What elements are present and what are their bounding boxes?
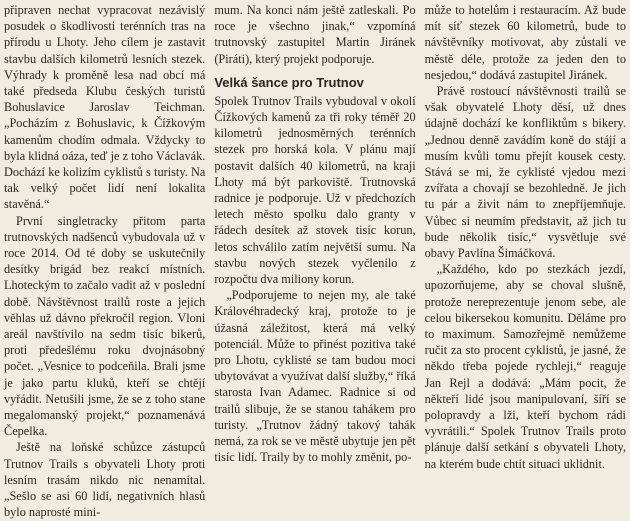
paragraph: Právě rostoucí návštěvnosti trailů se však obyvatelé Lhoty děsí, už dnes údajně dochází ke konfliktům s bikery. „Jednou denně zavádím koně do stájí a musím kvůli tomu přejít kousek cesty. Stává se mi, že cyklisté vjedou mezi zvířata a chovají se bezohledně. Je jich tu pár a živit nám to znepříjemňuje. Vůbec si neumím představit, až jich tu bude několik tisíc,“ vysvětluje své obavy Pavlína Šimáčková. <box>424 84 626 261</box>
paragraph: „Podporujeme to nejen my, ale také Královéhradecký kraj, protože to je úžasná záležitost, která má velký potenciál. Může to přinést pozitiva také pro Lhotu, cyklisté se tam budou moci ubytovávat a využívat další služby,“ říká starosta Ivan Adamec. Radnice si od trailů slibuje, že se stanou tahákem pro turisty. „Trutnov žádný takový tahák nemá, za rok se ve městě ubytuje jen pět tisíc lidí. Traily by to mohly změnit, po- <box>214 288 416 465</box>
paragraph: „Každého, kdo po stezkách jezdí, upozorňujeme, aby se choval slušně, protože nereprezentuje jenom sebe, ale celou bikersekou komunitu. Děláme pro to maximum. Samozřejmě nemůžeme ručit za sto procent cyklistů, je jasné, že někdo třeba pojede rychleji,“ reaguje Jan Rejl a dodává: „Mám pocit, že někteří lidé jsou manipulovaní, šíří se polopravdy a lži, kteří bychom rádi vyvrátili.“ Spolek Trutnov Trails proto plánuje další setkání s obyvateli Lhoty, na kterém bude chtít situaci uklidnit. <box>424 262 626 471</box>
article-column-3 <box>425 2 626 508</box>
paragraph: připraven nechat vypracovat nezávislý posudek o škodlivosti terénních tras na přírodu u Lhoty. Jeho cílem je zastavit stavbu dalších kilometrů lesních stezek. Výhrady k proměně lesa nad obcí má také předseda Klubu českých turistů Bohuslavice Jaroslav Teichman. „Pocházím z Bohuslavic, k Čížkovým kamenům chodím odmala. Vždycky to byla klidná oáza, teď je z toho Václavák. Dochází ke kolizím cyklistů s turisty. Na tak velký počet lidí není lokalita stavěná.“ <box>4 3 206 212</box>
paragraph: Spolek Trutnov Trails vybudoval v okolí Čížkových kamenů za tři roky téměř 20 kilometrů jednosměrných terénních stezek pro horská kola. V plánu mají postavit dalších 40 kilometrů, na kraji Lhoty má být parkoviště. Trutnovská radnice je podporuje. Už v předchozích letech město spolku dalo granty v řádech desítek až stovek tisíc korun, letos schválilo zatím největší sumu. Na stavbu nových stezek vyčlenilo z rozpočtu dva miliony korun. <box>214 93 416 287</box>
paragraph: mum. Na konci nám ještě zatleskali. Po roce je všechno jinak,“ vzpomíná trutnovský zastupitel Martin Jiránek (Piráti), který projekt podporuje. <box>214 3 416 66</box>
article-column-2 <box>214 2 415 508</box>
section-heading: Velká šance pro Trutnov <box>214 74 364 90</box>
paragraph: První singletracky přitom parta trutnovských nadšenců vybudovala už v roce 2014. Od té doby se uskutečnily desítky brigád bez reakcí místních. Lhoteckým to začalo vadit až v poslední době. Návštěvnost trailů roste a jejich věhlas už dávno překročil region. Vloni areál navštívilo na sedm tisíc bikerů, proti předešlému roku dvojnásobný počet. „Vesnice to podceňila. Brali jsme je jako partu kluků, kteří se chtějí vyřádit. Netušili jsme, že se z toho stane megalomanský projekt,“ poznamenává Čepelka. <box>4 213 206 439</box>
paragraph: Ještě na loňské schůzce zástupců Trutnov Trails s obyvateli Lhoty proti lesním trasám nikdo nic nenamítal. „Sešlo se asi 60 lidí, negativních hlasů bylo naprosté mini- <box>4 440 206 520</box>
article-column-1 <box>4 2 206 520</box>
paragraph: může to hotelům i restauracím. Až bude mít síť stezek 60 kilometrů, bude to návštěvníky motivovat, aby zůstali ve městě déle, protože za jeden den to nesjedou,“ dodává zastupitel Jiránek. <box>424 3 626 82</box>
